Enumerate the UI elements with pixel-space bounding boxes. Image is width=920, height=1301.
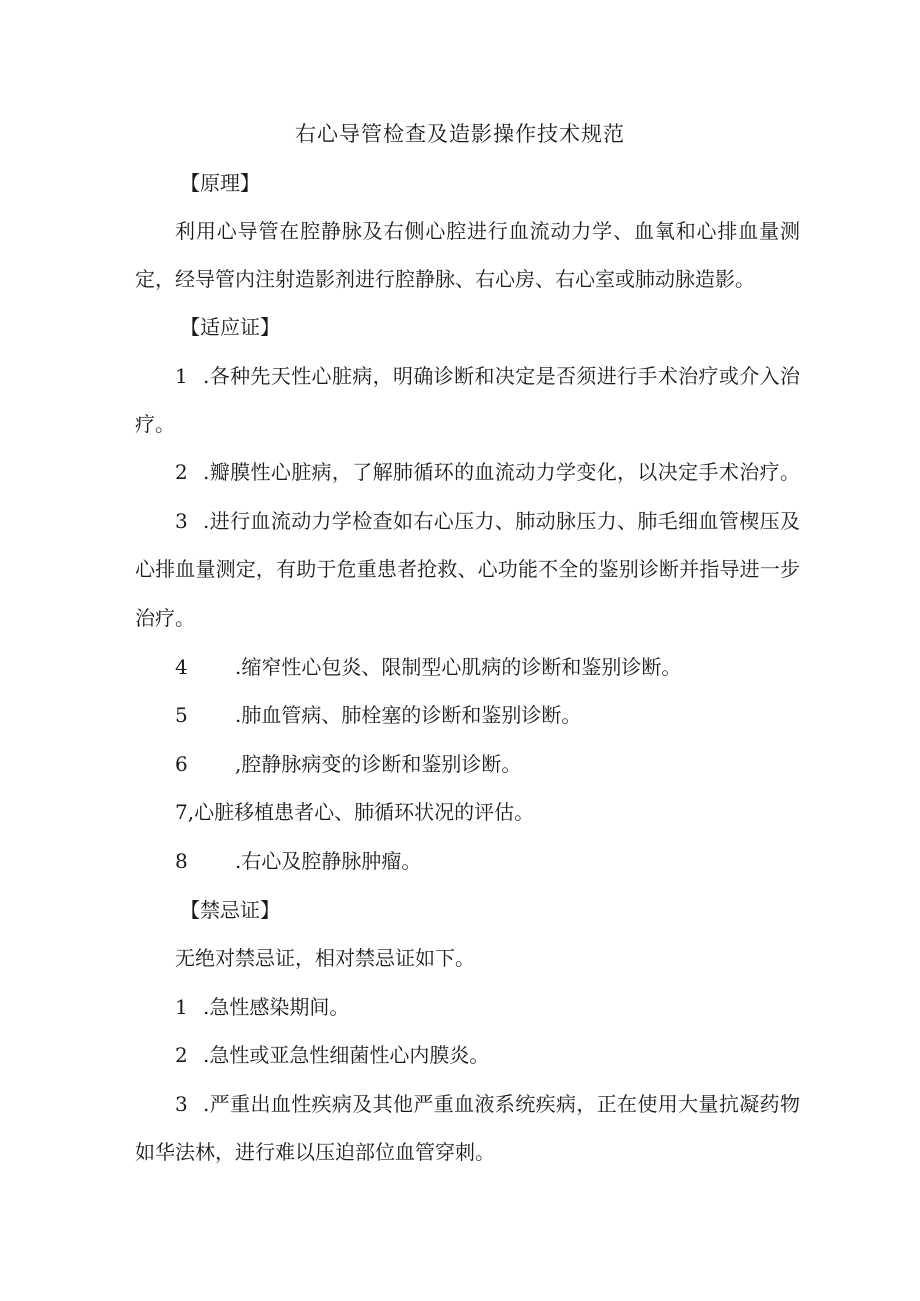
- document-title: 右心导管检查及造影操作技术规范: [295, 122, 625, 146]
- indication-item-8: [175, 846, 800, 876]
- indication-item-6: [175, 749, 800, 779]
- indication-item-6-text: ,腔静脉病变的诊断和鉴别诊断。: [235, 752, 522, 776]
- indication-item-1-line-1: [175, 361, 800, 391]
- indication-item-1-number: 1: [175, 364, 188, 388]
- contraindications-intro: 无绝对禁忌证，相对禁忌证如下。: [175, 946, 475, 970]
- indication-item-5-text: .肺血管病、肺栓塞的诊断和鉴别诊断。: [235, 703, 582, 727]
- contraindication-item-1-number: 1: [175, 995, 188, 1019]
- contraindication-item-1: [175, 992, 800, 1022]
- contraindication-item-3-number: 3: [175, 1092, 188, 1116]
- principle-line-2: 定，经导管内注射造影剂进行腔静脉、右心房、右心室或肺动脉造影。: [135, 267, 755, 291]
- indications-heading: 【适应证】: [180, 315, 280, 339]
- indication-item-5: [175, 700, 800, 730]
- indication-item-1-text: .各种先天性心脏病，明确诊断和决定是否须进行手术治疗或介入治: [203, 364, 800, 388]
- indication-item-2-text: .瓣膜性心脏病，了解肺循环的血流动力学变化，以决定手术治疗。: [203, 460, 800, 484]
- contraindication-item-2-number: 2: [175, 1043, 188, 1067]
- indication-item-8-number: 8: [175, 849, 188, 873]
- indication-item-2: [175, 457, 800, 487]
- indication-item-3-line-3: 治疗。: [135, 606, 195, 630]
- principle-line-1: 利用心导管在腔静脉及右侧心腔进行血流动力学、血氧和心排血量测: [175, 219, 800, 243]
- indication-item-8-text: .右心及腔静脉肿瘤。: [235, 849, 422, 873]
- indication-item-5-number: 5: [175, 703, 188, 727]
- indication-item-1-line-2: 疗。: [135, 412, 175, 436]
- contraindication-item-1-text: .急性感染期间。: [203, 995, 350, 1019]
- indication-item-6-number: 6: [175, 752, 188, 776]
- contraindication-item-3-text: .严重出血性疾病及其他严重血液系统疾病，正在使用大量抗凝药物: [203, 1092, 800, 1116]
- contraindications-heading: 【禁忌证】: [180, 898, 280, 922]
- indication-item-3-line-1: [175, 506, 800, 536]
- contraindication-item-2: [175, 1040, 800, 1070]
- indication-item-7: 7,心脏移植患者心、肺循环状况的评估。: [175, 800, 535, 824]
- indication-item-3-number: 3: [175, 509, 188, 533]
- indication-item-3-line-2: 心排血量测定，有助于危重患者抢救、心功能不全的鉴别诊断并指导进一步: [135, 557, 800, 581]
- indication-item-2-number: 2: [175, 460, 188, 484]
- contraindication-item-3-line-2: 如华法林，进行难以压迫部位血管穿刺。: [135, 1140, 495, 1164]
- indication-item-4-number: 4: [175, 655, 188, 679]
- indication-item-3-text: .进行血流动力学检查如右心压力、肺动脉压力、肺毛细血管楔压及: [203, 509, 800, 533]
- principle-heading: 【原理】: [180, 171, 260, 195]
- contraindication-item-3-line-1: [175, 1089, 800, 1119]
- contraindication-item-2-text: .急性或亚急性细菌性心内膜炎。: [203, 1043, 490, 1067]
- indication-item-4-text: .缩窄性心包炎、限制型心肌病的诊断和鉴别诊断。: [235, 655, 682, 679]
- indication-item-4: [175, 652, 800, 682]
